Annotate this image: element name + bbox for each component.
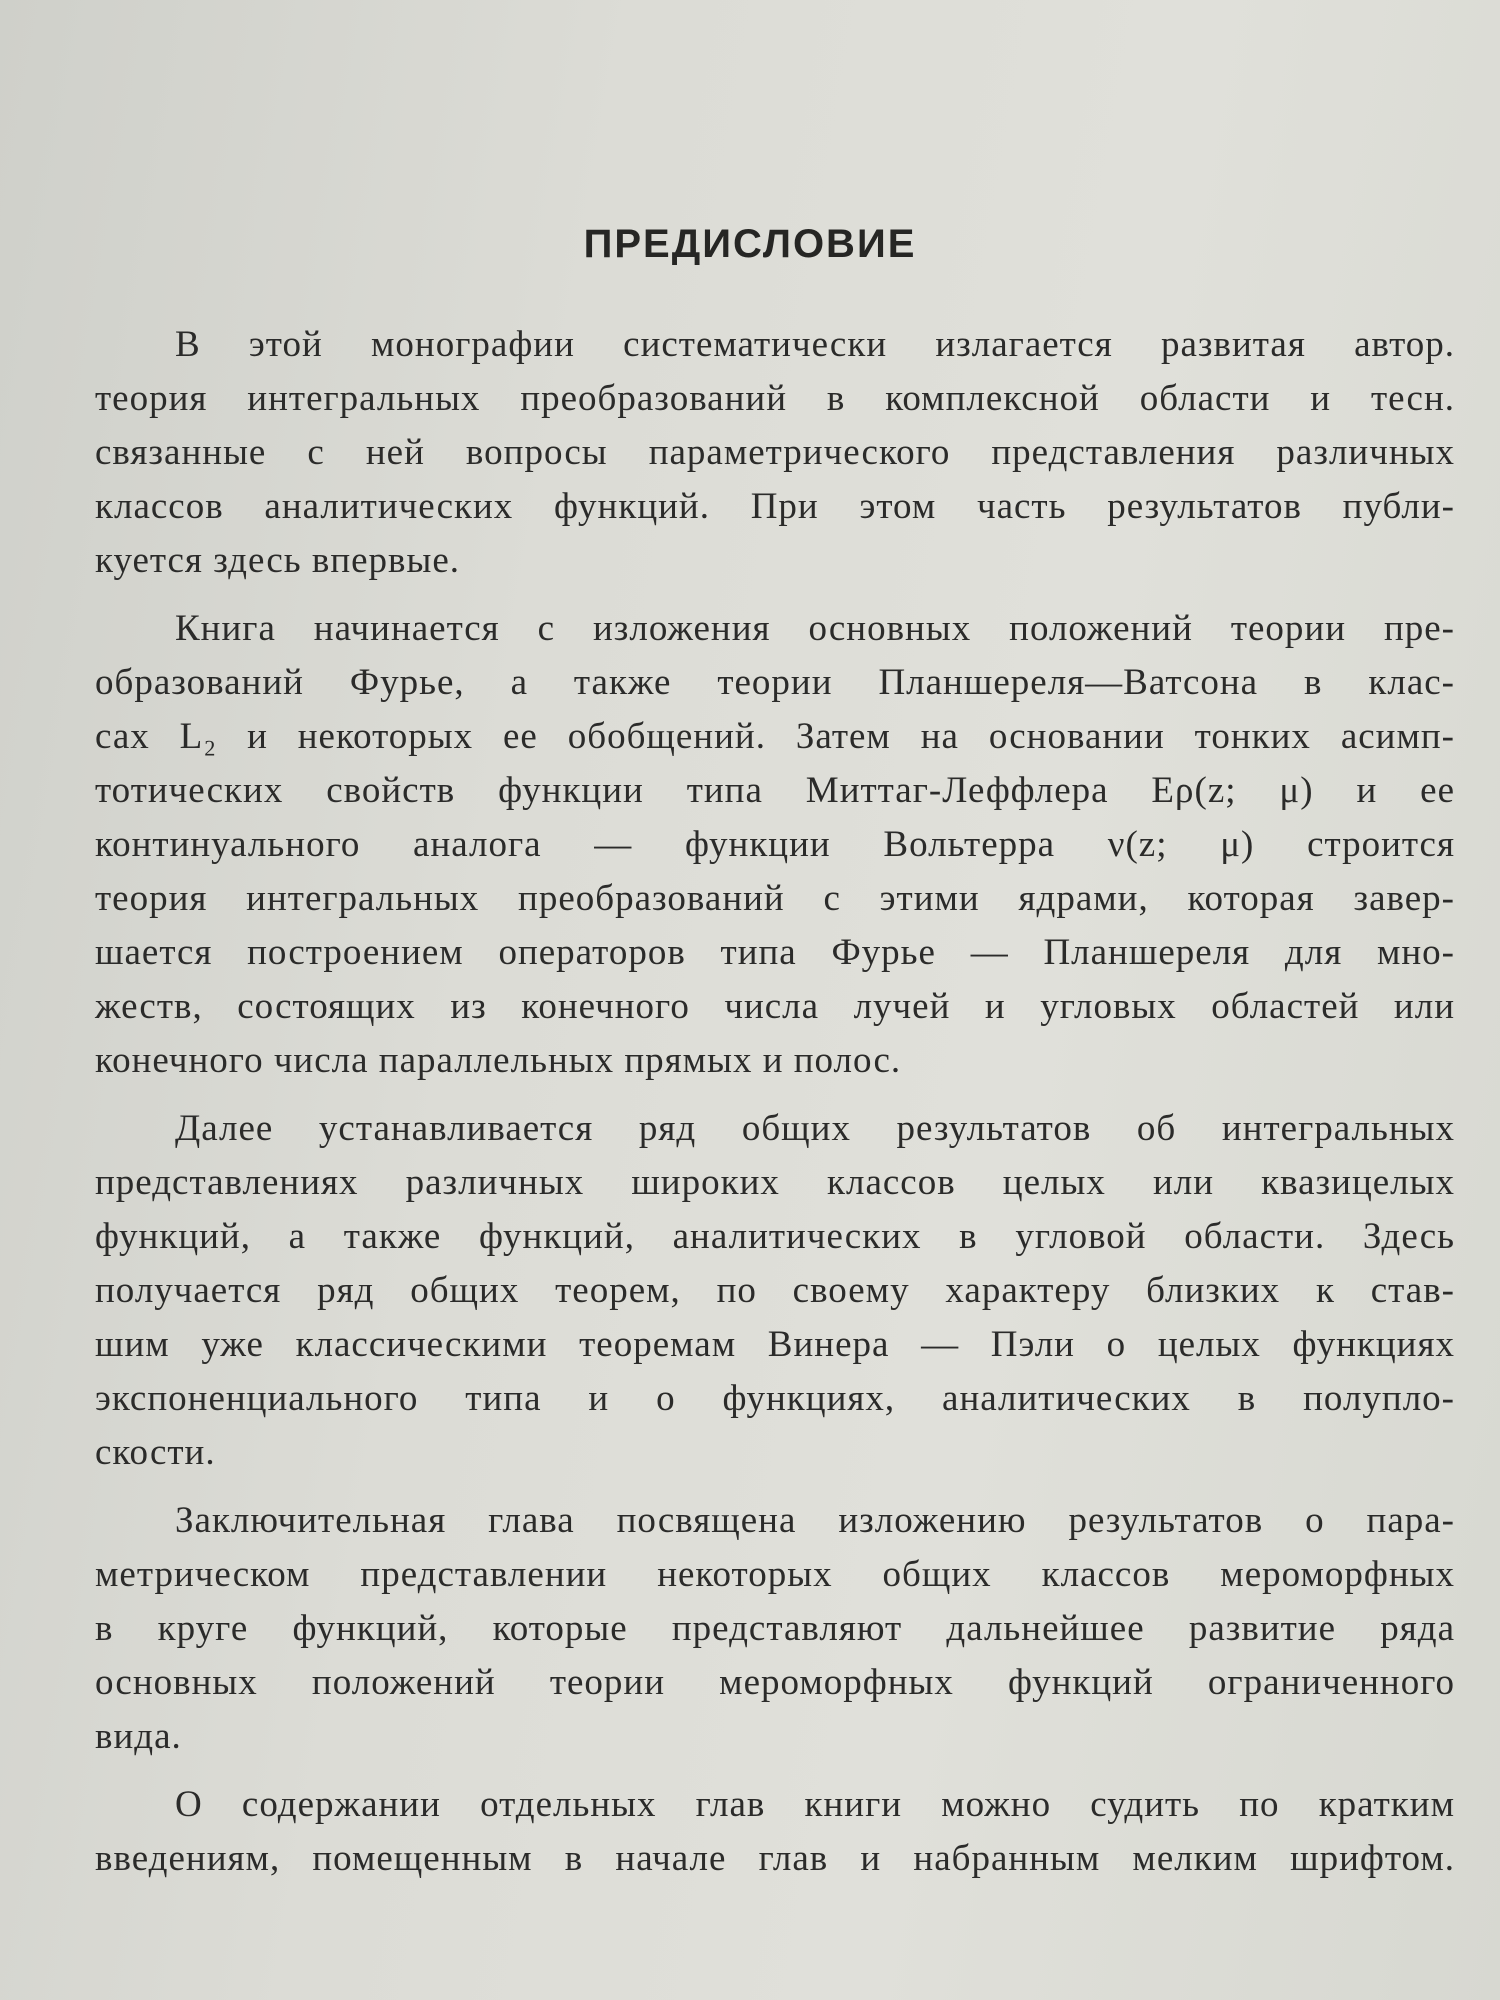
- text-line: образований Фурье, а также теории Планшереля—Ватсона в клас-: [95, 662, 1455, 703]
- text-line: скости.: [95, 1432, 216, 1473]
- page-title: ПРЕДИСЛОВИЕ: [583, 222, 917, 266]
- text-line: шается построением операторов типа Фурье — Планшереля для мно-: [95, 932, 1455, 973]
- text-line: связанные с ней вопросы параметрического представления различных: [95, 432, 1455, 473]
- text-line: основных положений теории мероморфных функций ограниченного: [95, 1662, 1455, 1703]
- text-line: теория интегральных преобразований в комплексной области и тесн.: [95, 378, 1455, 419]
- text-line: Заключительная глава посвящена изложению результатов о пара-: [175, 1500, 1455, 1541]
- text-line: жеств, состоящих из конечного числа лучей и угловых областей или: [95, 986, 1455, 1027]
- text-line: В этой монографии систематически излагается развитая автор.: [175, 324, 1455, 365]
- text-line: континуального аналога — функции Вольтерра ν(z; μ) строится: [95, 824, 1455, 865]
- text-line: шим уже классическими теоремам Винера — Пэли о целых функциях: [95, 1324, 1455, 1365]
- text-line: сах L₂ и некоторых ее обобщений. Затем на основании тонких асимп-: [95, 716, 1455, 757]
- text-line: тотических свойств функции типа Миттаг-Леффлера Eρ(z; μ) и ее: [95, 770, 1455, 811]
- preface-body: [95, 318, 1455, 1886]
- text-line: Далее устанавливается ряд общих результатов об интегральных: [175, 1108, 1455, 1149]
- paragraph-2: [95, 602, 1455, 1088]
- paragraph-4: [95, 1494, 1455, 1764]
- text-line: получается ряд общих теорем, по своему характеру близких к став-: [95, 1270, 1455, 1311]
- text-line: О содержании отдельных глав книги можно судить по кратким: [175, 1784, 1455, 1825]
- text-line: классов аналитических функций. При этом часть результатов публи-: [95, 486, 1455, 527]
- text-line: вида.: [95, 1716, 182, 1757]
- text-line: метрическом представлении некоторых общих классов мероморфных: [95, 1554, 1455, 1595]
- show-through-text: [160, 20, 1460, 210]
- paragraph-5: [95, 1778, 1455, 1886]
- text-line: конечного числа параллельных прямых и полос.: [95, 1040, 902, 1081]
- paragraph-3: [95, 1102, 1455, 1480]
- text-line: куется здесь впервые.: [95, 540, 461, 581]
- text-line: в круге функций, которые представляют дальнейшее развитие ряда: [95, 1608, 1455, 1649]
- text-line: представлениях различных широких классов целых или квазицелых: [95, 1162, 1455, 1203]
- text-line: Книга начинается с изложения основных положений теории пре-: [175, 608, 1455, 649]
- text-line: функций, а также функций, аналитических в угловой области. Здесь: [95, 1216, 1455, 1257]
- paragraph-1: [95, 318, 1455, 588]
- text-line: экспоненциального типа и о функциях, аналитических в полупло-: [95, 1378, 1455, 1419]
- text-line: теория интегральных преобразований с этими ядрами, которая завер-: [95, 878, 1455, 919]
- text-line: введениям, помещенным в начале глав и набранным мелким шрифтом.: [95, 1838, 1455, 1879]
